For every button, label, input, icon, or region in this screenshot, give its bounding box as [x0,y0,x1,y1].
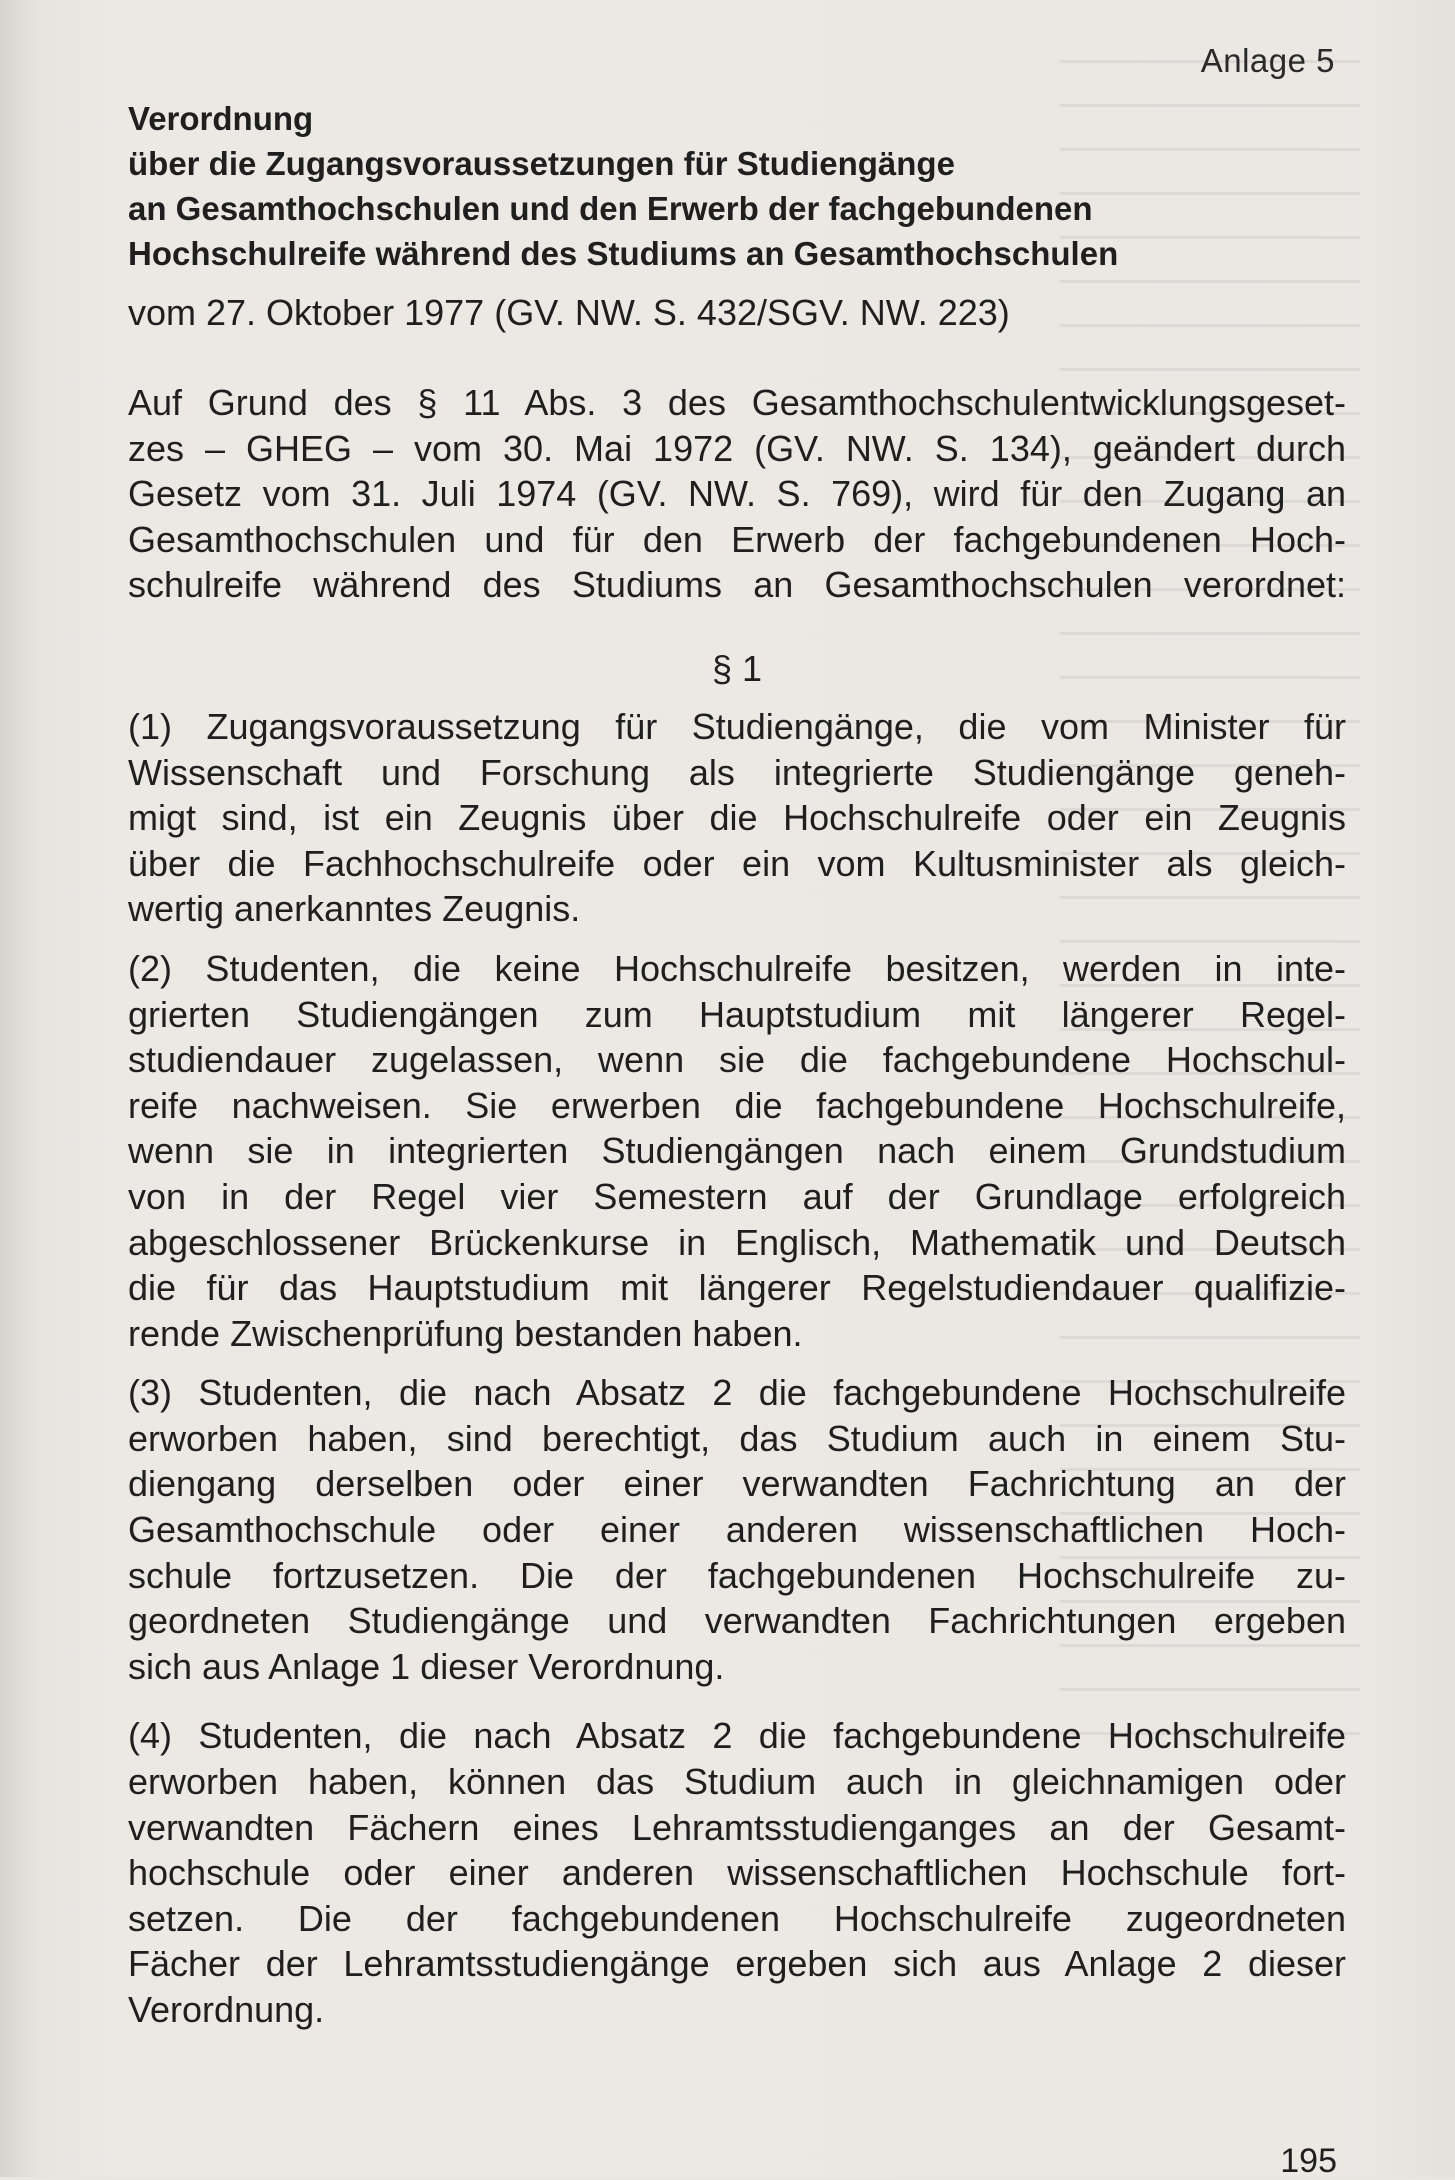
text-line: Wissenschaft und Forschung als integrierte Studiengänge geneh- [128,751,1346,793]
publication-date: vom 27. Oktober 1977 (GV. NW. S. 432/SGV. NW. 223) [128,292,1010,333]
paragraph-4 [128,1713,1346,2032]
text-line: Fächer der Lehramtsstudiengänge ergeben sich aus Anlage 2 dieser [128,1943,1346,1985]
text-line: Gesamthochschule oder einer anderen wissenschaftlichen Hoch- [128,1509,1346,1551]
text-line: zes – GHEG – vom 30. Mai 1972 (GV. NW. S. 134), geändert durch [128,427,1346,469]
text-line: (4) Studenten, die nach Absatz 2 die fachgebundene Hochschulreife [128,1715,1346,1757]
text-line: verwandten Fächern eines Lehramtsstudienganges an der Gesamt- [128,1806,1346,1848]
preamble-paragraph [128,380,1346,608]
text-line: die für das Hauptstudium mit längerer Regelstudiendauer qualifizie- [128,1267,1346,1309]
text-line: reife nachweisen. Sie erwerben die fachgebundene Hochschulreife, [128,1084,1346,1126]
text-line: erworben haben, sind berechtigt, das Studium auch in einem Stu- [128,1417,1346,1459]
text-line: diengang derselben oder einer verwandten Fachrichtung an der [128,1463,1346,1505]
title-line: Verordnung [128,100,314,137]
text-line: Gesamthochschulen und für den Erwerb der fachgebundenen Hoch- [128,518,1346,560]
text-line: Gesetz vom 31. Juli 1974 (GV. NW. S. 769), wird für den Zugang an [128,473,1346,515]
paragraph-2 [128,946,1346,1356]
text-line: von in der Regel vier Semestern auf der Grundlage erfolgreich [128,1175,1346,1217]
text-line: erworben haben, können das Studium auch in gleichnamigen oder [128,1761,1346,1803]
text-line: (3) Studenten, die nach Absatz 2 die fachgebundene Hochschulreife [128,1372,1346,1414]
title-line: über die Zugangsvoraussetzungen für Studiengänge [128,145,955,182]
text-line: über die Fachhochschulreife oder ein vom Kultusminister als gleich- [128,842,1346,884]
text-line: studiendauer zugelassen, wenn sie die fachgebundene Hochschul- [128,1039,1346,1081]
text-line: rende Zwischenprüfung bestanden haben. [128,1312,803,1354]
text-line: schule fortzusetzen. Die der fachgebundenen Hochschulreife zu- [128,1554,1346,1596]
text-line: Verordnung. [128,1989,325,2030]
text-line: setzen. Die der fachgebundenen Hochschulreife zugeordneten [128,1897,1346,1939]
text-line: hochschule oder einer anderen wissenschaftlichen Hochschule fort- [128,1852,1346,1894]
text-line: (2) Studenten, die keine Hochschulreife besitzen, werden in inte- [128,947,1346,989]
text-line: Auf Grund des § 11 Abs. 3 des Gesamthochschulentwicklungsgeset- [128,382,1346,423]
text-line: abgeschlossener Brückenkurse in Englisch, Mathematik und Deutsch [128,1221,1346,1263]
text-line: (1) Zugangsvoraussetzung für Studiengänge, die vom Minister für [128,705,1346,747]
text-line: wenn sie in integrierten Studiengängen nach einem Grundstudium [128,1130,1346,1172]
text-line: migt sind, ist ein Zeugnis über die Hochschulreife oder ein Zeugnis [128,797,1346,839]
document-title [128,96,1346,276]
section-heading: § 1 [711,647,763,689]
appendix-label: Anlage 5 [1200,42,1335,79]
text-line: sich aus Anlage 1 dieser Verordnung. [128,1645,725,1687]
page-number: 195 [1280,2142,1337,2180]
title-line: an Gesamthochschulen und den Erwerb der fachgebundenen [128,190,1093,227]
text-line: wertig anerkanntes Zeugnis. [128,888,581,930]
text-line: grierten Studiengängen zum Hauptstudium mit längerer Regel- [128,993,1346,1035]
title-line: Hochschulreife während des Studiums an Gesamthochschulen [128,235,1119,272]
page-content [128,96,1346,2033]
paragraph-1 [128,704,1346,932]
text-line: geordneten Studiengänge und verwandten Fachrichtungen ergeben [128,1600,1346,1642]
paragraph-3 [128,1370,1346,1689]
text-line: schulreife während des Studiums an Gesamthochschulen verordnet: [128,564,1346,606]
